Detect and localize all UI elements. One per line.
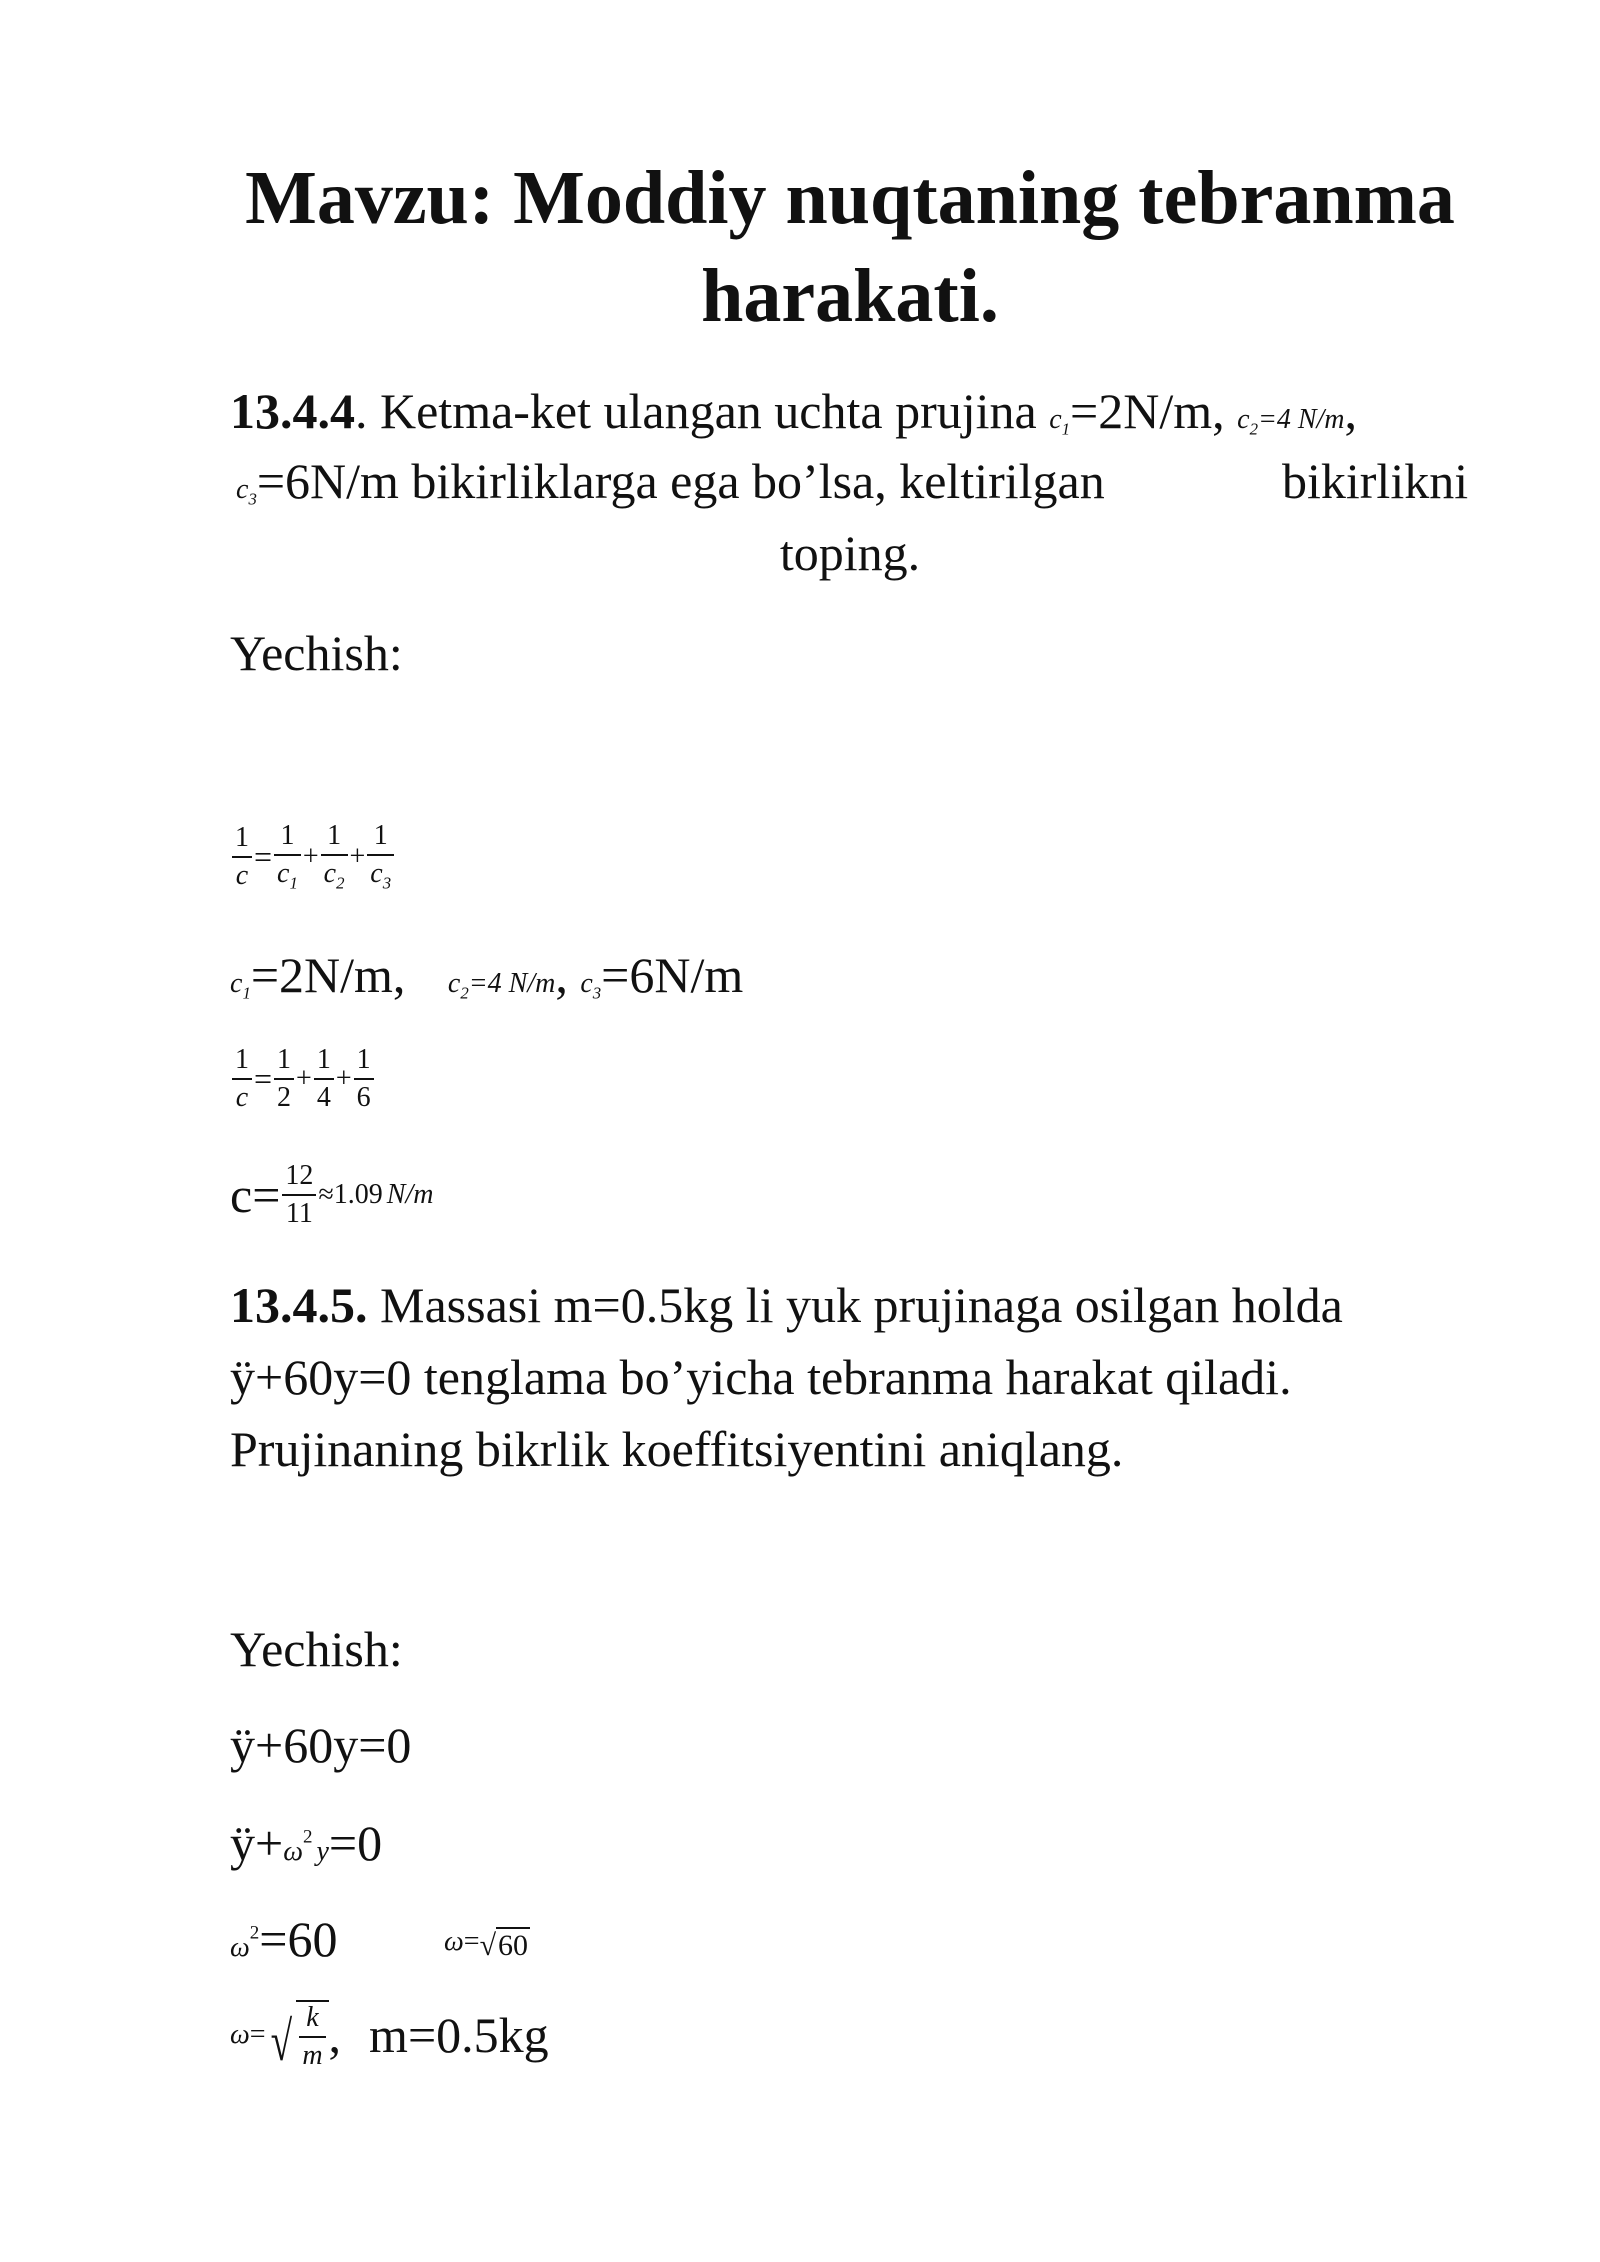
solution2-eq3-sqrt: ω=√60 bbox=[444, 1926, 529, 1963]
c1-value: =2N/m, bbox=[1070, 383, 1225, 439]
equation-series-springs: $\frac{1}{c}$ = $\frac{1}{c_1}$ + $\frac{1}{c_2}$ + $\frac{1}{c_3}$ bbox=[230, 822, 396, 892]
problem1-number: 13.4.4 bbox=[230, 383, 355, 439]
equation-substituted: $\frac{1}{c}$ = $\frac{1}{2}$ + $\frac{1}{4}$ + $\frac{1}{6}$ bbox=[230, 1046, 376, 1112]
page-title-line1: Mavzu: Moddiy nuqtaning tebranma bbox=[245, 156, 1455, 240]
solution2-eq1: ÿ+60y=0 bbox=[230, 1717, 412, 1773]
solution2-eq2: $ÿ+\omega^2$ y=0 bbox=[230, 1815, 383, 1871]
solution2-eq4: ω= √ $\frac{k}{m}$ , m=0.5kg bbox=[230, 2002, 549, 2073]
problem1-line2 bbox=[236, 453, 1105, 509]
solution1-label: Yechish: bbox=[230, 625, 403, 681]
given-values-line: $c_1=2N/m$, $c_2=4$ N/m, $c_3=6N/m$ bbox=[230, 947, 744, 1003]
problem2-line3: Prujinaning bikrlik koeffitsiyentini aniqlang. bbox=[230, 1421, 1124, 1477]
problem2-line2: ÿ+60y=0 tenglama bo’yicha tebranma harakat qiladi. bbox=[230, 1349, 1292, 1405]
c2-symbol: $c_2=4$ N/m bbox=[1237, 404, 1345, 439]
problem1-text: . Ketma-ket ulangan uchta prujina bbox=[355, 383, 1037, 439]
problem2-number: 13.4.5. bbox=[230, 1277, 368, 1333]
problem2-line1: 13.4.5. Massasi m=0.5kg li yuk prujinaga osilgan holda bbox=[230, 1277, 1343, 1333]
equation-result: c= $\frac{12}{11}$ ≈1.09 N/m bbox=[230, 1160, 434, 1229]
problem1-line3: toping. bbox=[779, 525, 921, 581]
c1-symbol: $c_1$ bbox=[1049, 404, 1071, 439]
solution2-eq3: $\omega^2=60$ bbox=[230, 1911, 338, 1967]
c2-comma: , bbox=[1344, 383, 1358, 439]
problem1-line2-text: =6N/m bikirliklarga ega bo’lsa, keltirilgan bbox=[256, 453, 1105, 509]
page-title-line2: harakati. bbox=[701, 254, 999, 338]
problem1-line2-end: bikirlikni bbox=[1282, 453, 1469, 509]
c3-symbol: $c_3$ bbox=[236, 474, 257, 509]
solution2-label: Yechish: bbox=[230, 1621, 403, 1677]
problem1-line1 bbox=[230, 383, 1358, 439]
